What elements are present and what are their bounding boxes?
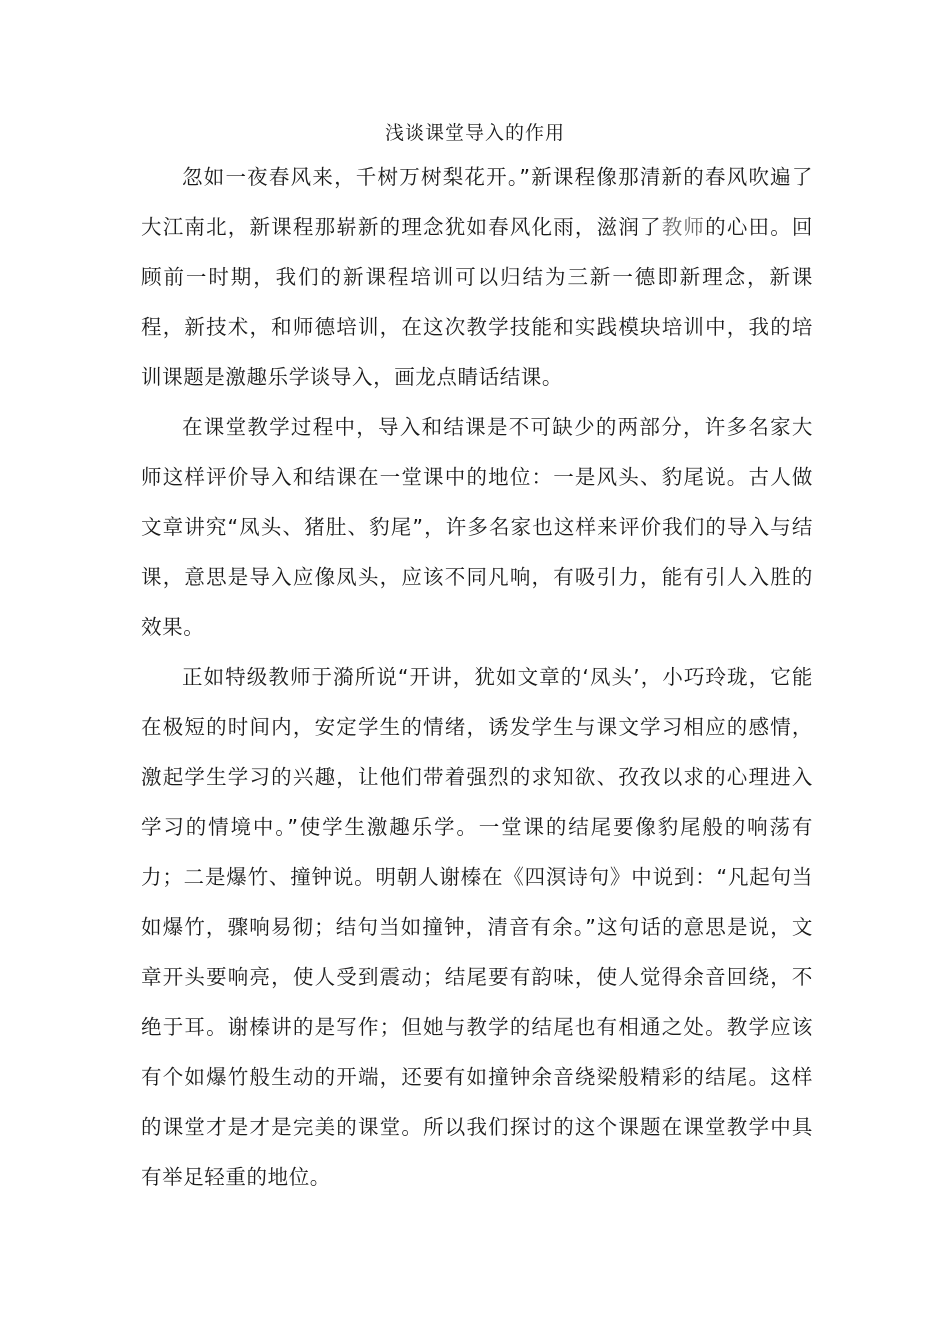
paragraph-2: 在课堂教学过程中，导入和结课是不可缺少的两部分，许多名家大师这样评价导入和结课在一堂课中的地位：一是风头、豹尾说。古人做文章讲究“凤头、猪肚、豹尾”，许多名家也这样来评价我们的导入与结课，意思是导入应像凤头，应该不同凡响，有吸引力，能有引人入胜的效果。 bbox=[141, 415, 813, 639]
paragraph-1 bbox=[141, 152, 813, 402]
document-title: 浅谈课堂导入的作用 bbox=[384, 122, 565, 144]
paragraph-1-text-before: 忽如一夜春风来，千树万树梨花开。”新课程像那清新的春风吹遍了大江南北，新课程那崭新的理念犹如春风化雨，滋润了 bbox=[141, 165, 813, 239]
keyword-link-teacher[interactable]: 教师 bbox=[661, 215, 706, 239]
paragraph-1-text-after: 的心田。回顾前一时期，我们的新课程培训可以归结为三新一德即新理念，新课程，新技术，和师德培训，在这次教学技能和实践模块培训中，我的培训课题是激趣乐学谈导入，画龙点睛话结课。 bbox=[141, 215, 814, 389]
paragraph-3: 正如特级教师于漪所说“开讲，犹如文章的‘凤头’，小巧玲珑，它能在极短的时间内，安定学生的情绪，诱发学生与课文学习相应的感情，激起学生学习的兴趣，让他们带着强烈的求知欲、孜孜以求的心理进入学习的情境中。”使学生激趣乐学。一堂课的结尾要像豹尾般的响荡有力；二是爆竹、撞钟说。明朝人谢榛在《四溟诗句》中说到：“凡起句当如爆竹，骤响易彻；结句当如撞钟，清音有余。”这句话的意思是说，文章开头要响亮，使人受到震动；结尾要有韵味，使人觉得余音回绕，不绝于耳。谢榛讲的是写作；但她与教学的结尾也有相通之处。教学应该有个如爆竹般生动的开端，还要有如撞钟余音绕梁般精彩的结尾。这样的课堂才是才是完美的课堂。所以我们探讨的这个课题在课堂教学中具有举足轻重的地位。 bbox=[141, 665, 813, 1189]
document-body bbox=[141, 152, 813, 1202]
